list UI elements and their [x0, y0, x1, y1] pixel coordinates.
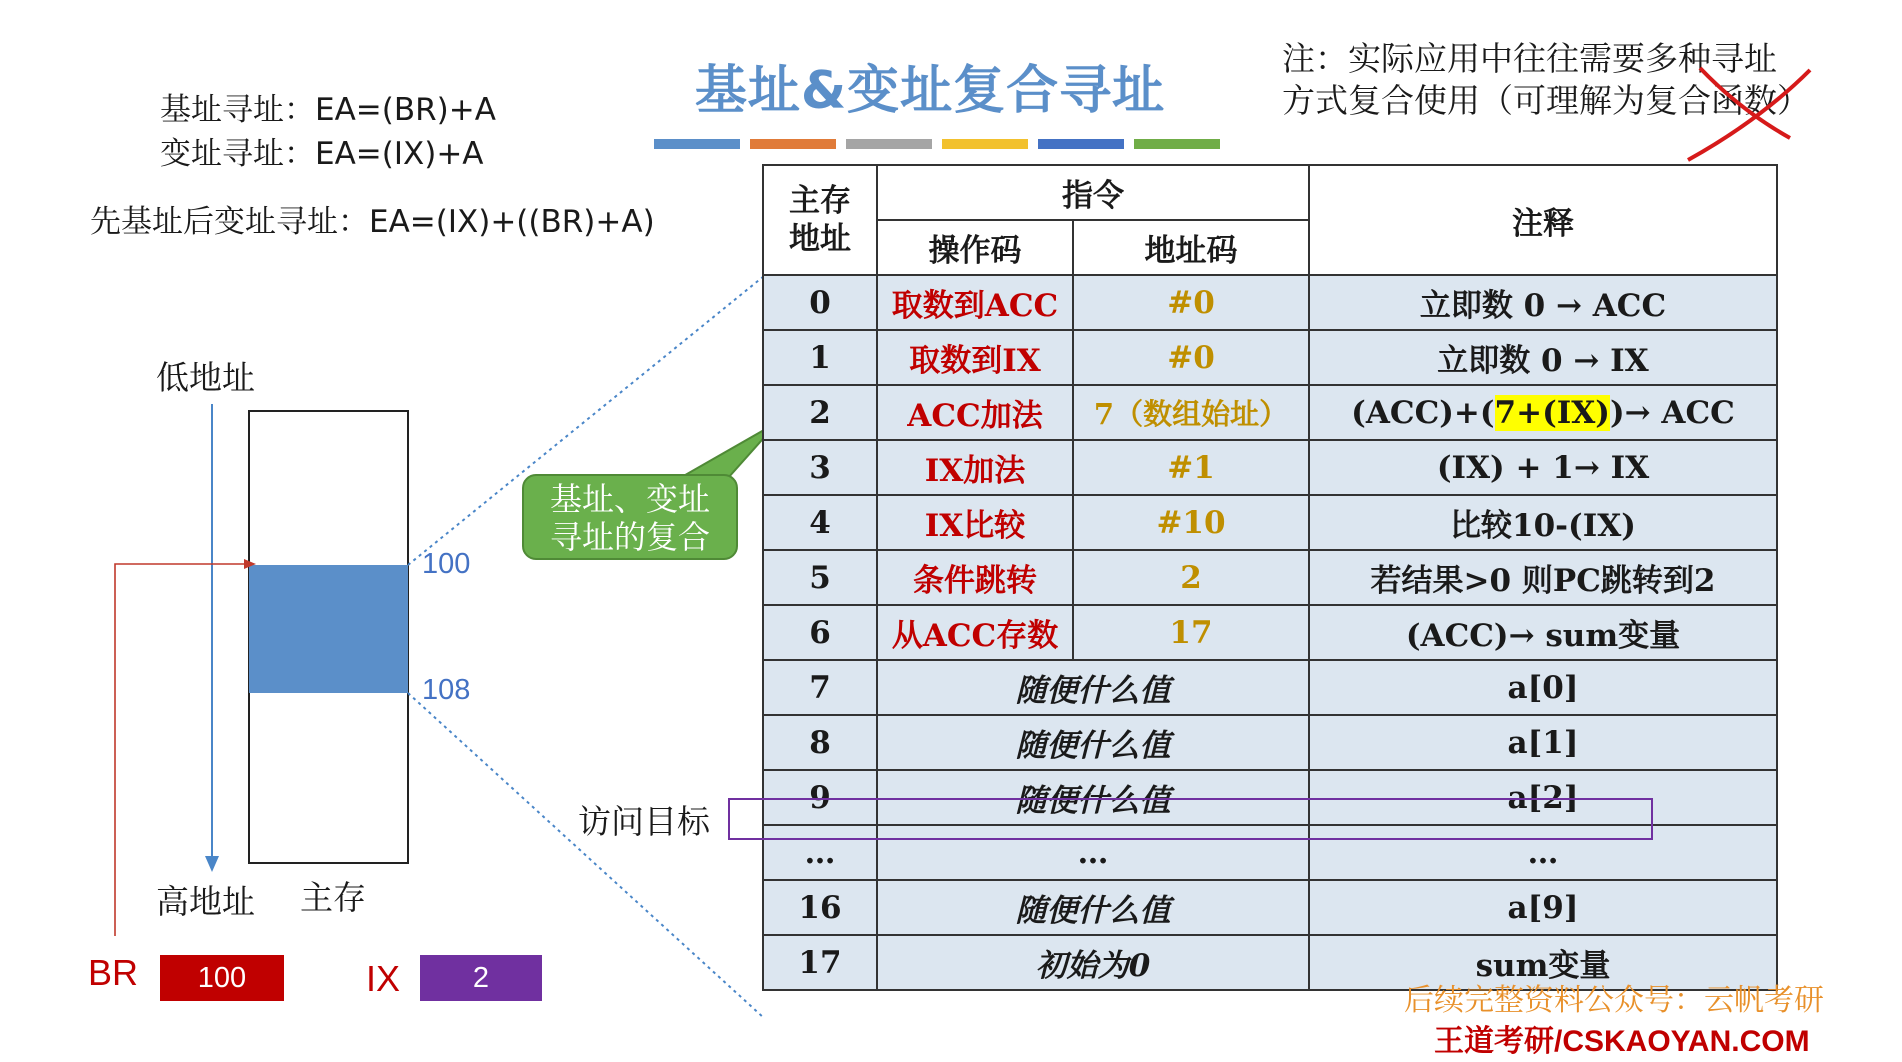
table-row	[763, 660, 1777, 715]
table-row	[763, 440, 1777, 495]
row-opcode: IX加法	[877, 440, 1073, 495]
row-comment: a[1]	[1309, 715, 1777, 770]
row-comment: 立即数 0 → ACC	[1309, 275, 1777, 330]
row-comment: a[9]	[1309, 880, 1777, 935]
row-comment: (ACC)+(7+(IX))→ ACC	[1309, 385, 1777, 440]
row-opcode: 取数到IX	[877, 330, 1073, 385]
row-comment: sum变量	[1309, 935, 1777, 990]
page-title: 基址&变址复合寻址	[694, 61, 1166, 121]
address-108-label: 108	[422, 674, 471, 706]
row-address: 1	[763, 330, 877, 385]
address-100-label: 100	[422, 548, 471, 580]
row-comment: …	[1309, 825, 1777, 880]
table-row	[763, 330, 1777, 385]
row-address: …	[763, 825, 877, 880]
table-row	[763, 605, 1777, 660]
row-address: 17	[763, 935, 877, 990]
header-address: 主存地址	[763, 165, 877, 275]
table-row	[763, 275, 1777, 330]
row-value: 随便什么值	[877, 880, 1309, 935]
header-addr-code: 地址码	[1073, 220, 1309, 275]
composite-addressing-callout	[522, 474, 738, 560]
row-address: 6	[763, 605, 877, 660]
ix-register-label: IX	[366, 958, 401, 999]
row-address: 3	[763, 440, 877, 495]
callout-line-2: 寻址的复合	[549, 518, 710, 556]
row-address: 9	[763, 770, 877, 825]
header-instruction: 指令	[877, 165, 1309, 220]
table-row	[763, 495, 1777, 550]
base-addressing-formula: 基址寻址：EA=(BR)+A	[160, 92, 496, 128]
highlighted-index-expr: 7+(IX)	[1494, 394, 1610, 431]
br-register-label: BR	[88, 952, 139, 993]
row-comment: a[2]	[1309, 770, 1777, 825]
row-addr-code: 2	[1073, 550, 1309, 605]
ix-register-value: 2	[420, 955, 542, 1001]
row-address: 5	[763, 550, 877, 605]
row-comment: (ACC)→ sum变量	[1309, 605, 1777, 660]
row-opcode: 条件跳转	[877, 550, 1073, 605]
callout-line-1: 基址、变址	[549, 480, 710, 518]
row-comment: 若结果>0 则PC跳转到2	[1309, 550, 1777, 605]
main-memory-label: 主存	[300, 878, 366, 917]
row-address: 0	[763, 275, 877, 330]
row-addr-code: 17	[1073, 605, 1309, 660]
header-comment: 注释	[1309, 165, 1777, 275]
access-target-label: 访问目标	[578, 802, 710, 841]
table-row	[763, 550, 1777, 605]
table-row	[763, 385, 1777, 440]
row-opcode: IX比较	[877, 495, 1073, 550]
row-value: 随便什么值	[877, 770, 1309, 825]
watermark-site: 王道考研/CSKAOYAN.COM	[1434, 1025, 1810, 1058]
row-addr-code: 7（数组始址）	[1073, 385, 1309, 440]
row-addr-code: #10	[1073, 495, 1309, 550]
note-line-1: 注：实际应用中往往需要多种寻址	[1282, 39, 1777, 78]
row-value: 初始为0	[877, 935, 1309, 990]
table-row	[763, 715, 1777, 770]
row-value: …	[877, 825, 1309, 880]
high-address-label: 高地址	[156, 882, 255, 921]
row-opcode: 从ACC存数	[877, 605, 1073, 660]
row-addr-code: #0	[1073, 275, 1309, 330]
row-address: 7	[763, 660, 877, 715]
row-opcode: 取数到ACC	[877, 275, 1073, 330]
table-row	[763, 880, 1777, 935]
row-address: 8	[763, 715, 877, 770]
access-target-box	[728, 798, 1653, 840]
instruction-table	[762, 164, 1778, 991]
row-comment: a[0]	[1309, 660, 1777, 715]
note-line-2: 方式复合使用（可理解为复合函数）	[1282, 81, 1810, 120]
row-value: 随便什么值	[877, 715, 1309, 770]
row-address: 4	[763, 495, 877, 550]
row-comment: (IX) + 1→ IX	[1309, 440, 1777, 495]
row-address: 16	[763, 880, 877, 935]
row-comment: 立即数 0 → IX	[1309, 330, 1777, 385]
row-opcode: ACC加法	[877, 385, 1073, 440]
index-addressing-formula: 变址寻址：EA=(IX)+A	[160, 136, 484, 172]
row-addr-code: #0	[1073, 330, 1309, 385]
row-address: 2	[763, 385, 877, 440]
row-value: 随便什么值	[877, 660, 1309, 715]
low-address-label: 低地址	[156, 358, 255, 397]
header-opcode: 操作码	[877, 220, 1073, 275]
row-comment: 比较10-(IX)	[1309, 495, 1777, 550]
combined-addressing-formula: 先基址后变址寻址：EA=(IX)+((BR)+A)	[90, 204, 655, 240]
watermark-text: 后续完整资料公众号：云帆考研	[1404, 983, 1824, 1018]
row-addr-code: #1	[1073, 440, 1309, 495]
br-register-value: 100	[160, 955, 284, 1001]
